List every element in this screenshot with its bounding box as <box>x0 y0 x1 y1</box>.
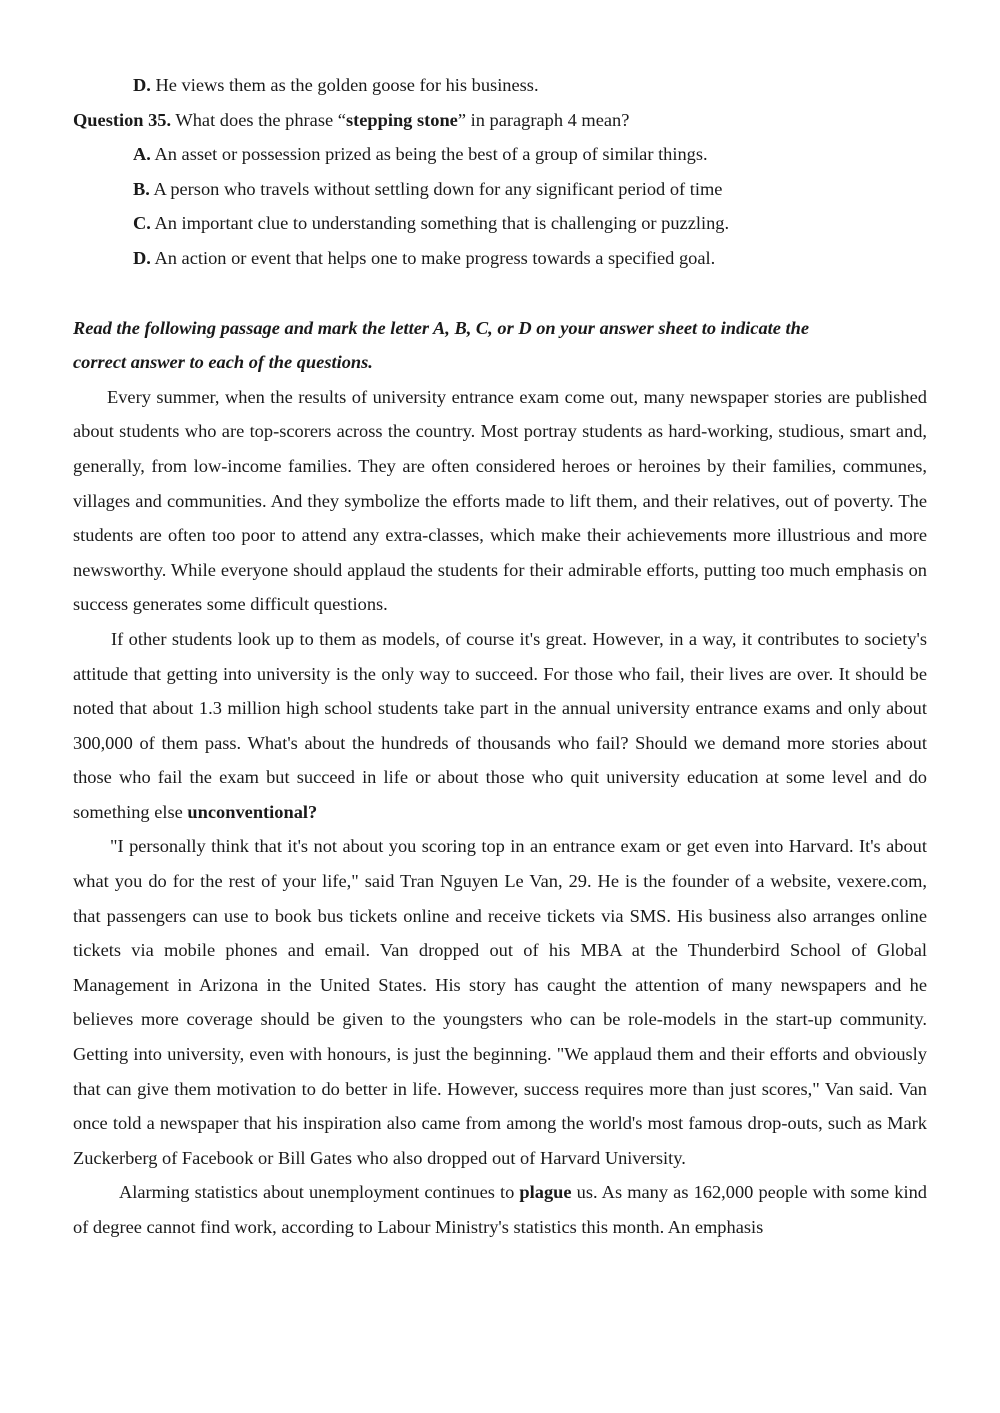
option-letter: A. <box>133 144 151 165</box>
q35-option-c <box>73 206 927 241</box>
q35-option-d <box>73 241 927 276</box>
highlighted-word-unconventional: unconventional? <box>187 801 318 822</box>
question-text-before: What does the phrase “ <box>171 109 346 130</box>
passage-paragraph-2 <box>73 622 927 830</box>
instruction-line-1: Read the following passage and mark the letter A, B, C, or D on your answer sheet to indicate the <box>73 317 810 338</box>
instruction-line-2: correct answer to each of the questions. <box>73 352 373 373</box>
paragraph-text: If other students look up to them as models, of course it's great. However, in a way, it contributes to society's attitude that getting into university is the only way to succeed. For those who fail, their lives are over. It should be noted that about 1.3 million high school students take part in the annual university entrance exams and only about 300,000 of them pass. What's about the hundreds of thousands who fail? Should we demand more stories about those who fail the exam but succeed in life or about those who quit university education at some level and do something else <box>73 628 927 822</box>
option-text: An asset or possession prized as being the best of a group of similar things. <box>150 144 708 165</box>
document-page <box>73 68 927 1245</box>
q35-option-a <box>73 137 927 172</box>
paragraph-text-after: us. As many as 162,000 people with some kind of degree cannot find work, according to Labour Ministry's statistics this month. An emphasis <box>73 1182 927 1237</box>
q35-option-b <box>73 172 927 207</box>
question-text-after: ” in paragraph 4 mean? <box>457 109 630 130</box>
option-text: A person who travels without settling down for any significant period of time <box>149 178 723 199</box>
passage-paragraph-1: Every summer, when the results of university entrance exam come out, many newspaper stories are published about students who are top-scorers across the country. Most portray students as hard-working, studious, smart and, generally, from low-income families. They are often considered heroes or heroines by their families, communes, villages and communities. And they symbolize the efforts made to lift them, and their relatives, out of poverty. The students are often too poor to attend any extra-classes, which make their achievements more illustrious and more newsworthy. While everyone should applaud the students for their admirable efforts, putting too much emphasis on success generates some difficult questions. <box>73 386 927 615</box>
passage-paragraph-3: "I personally think that it's not about you scoring top in an entrance exam or get even into Harvard. It's about what you do for the rest of your life," said Tran Nguyen Le Van, 29. He is the founder of a website, vexere.com, that passengers can use to book bus tickets online and receive tickets via SMS. His business also arranges online tickets via mobile phones and email. Van dropped out of his MBA at the Thunderbird School of Global Management in Arizona in the United States. His story has caught the attention of many newspapers and he believes more coverage should be given to the youngsters who can be role-models in the start-up community. Getting into university, even with honours, is just the beginning. "We applaud them and their efforts and obviously that can give them motivation to do better in life. However, success requires more than just scores," Van said. Van once told a newspaper that his inspiration also came from among the world's most famous drop-outs, such as Mark Zuckerberg of Facebook or Bill Gates who also dropped out of Harvard University. <box>73 836 927 1168</box>
option-text: He views them as the golden goose for his business. <box>150 75 539 95</box>
highlighted-word-plague: plague <box>519 1182 572 1203</box>
question-35 <box>73 103 927 138</box>
q34-option-d <box>73 68 927 103</box>
question-label: Question 35. <box>73 109 172 130</box>
option-text: An action or event that helps one to make progress towards a specified goal. <box>150 247 716 268</box>
option-letter: D. <box>133 247 151 268</box>
passage-paragraph-4 <box>73 1175 927 1244</box>
paragraph-text-before: Alarming statistics about unemployment continues to <box>119 1182 520 1203</box>
reading-instruction <box>73 311 927 380</box>
option-letter: C. <box>133 213 151 234</box>
question-phrase: stepping stone <box>345 109 458 130</box>
option-text: An important clue to understanding something that is challenging or puzzling. <box>150 213 730 234</box>
option-letter: D. <box>133 75 151 95</box>
option-letter: B. <box>133 178 150 199</box>
